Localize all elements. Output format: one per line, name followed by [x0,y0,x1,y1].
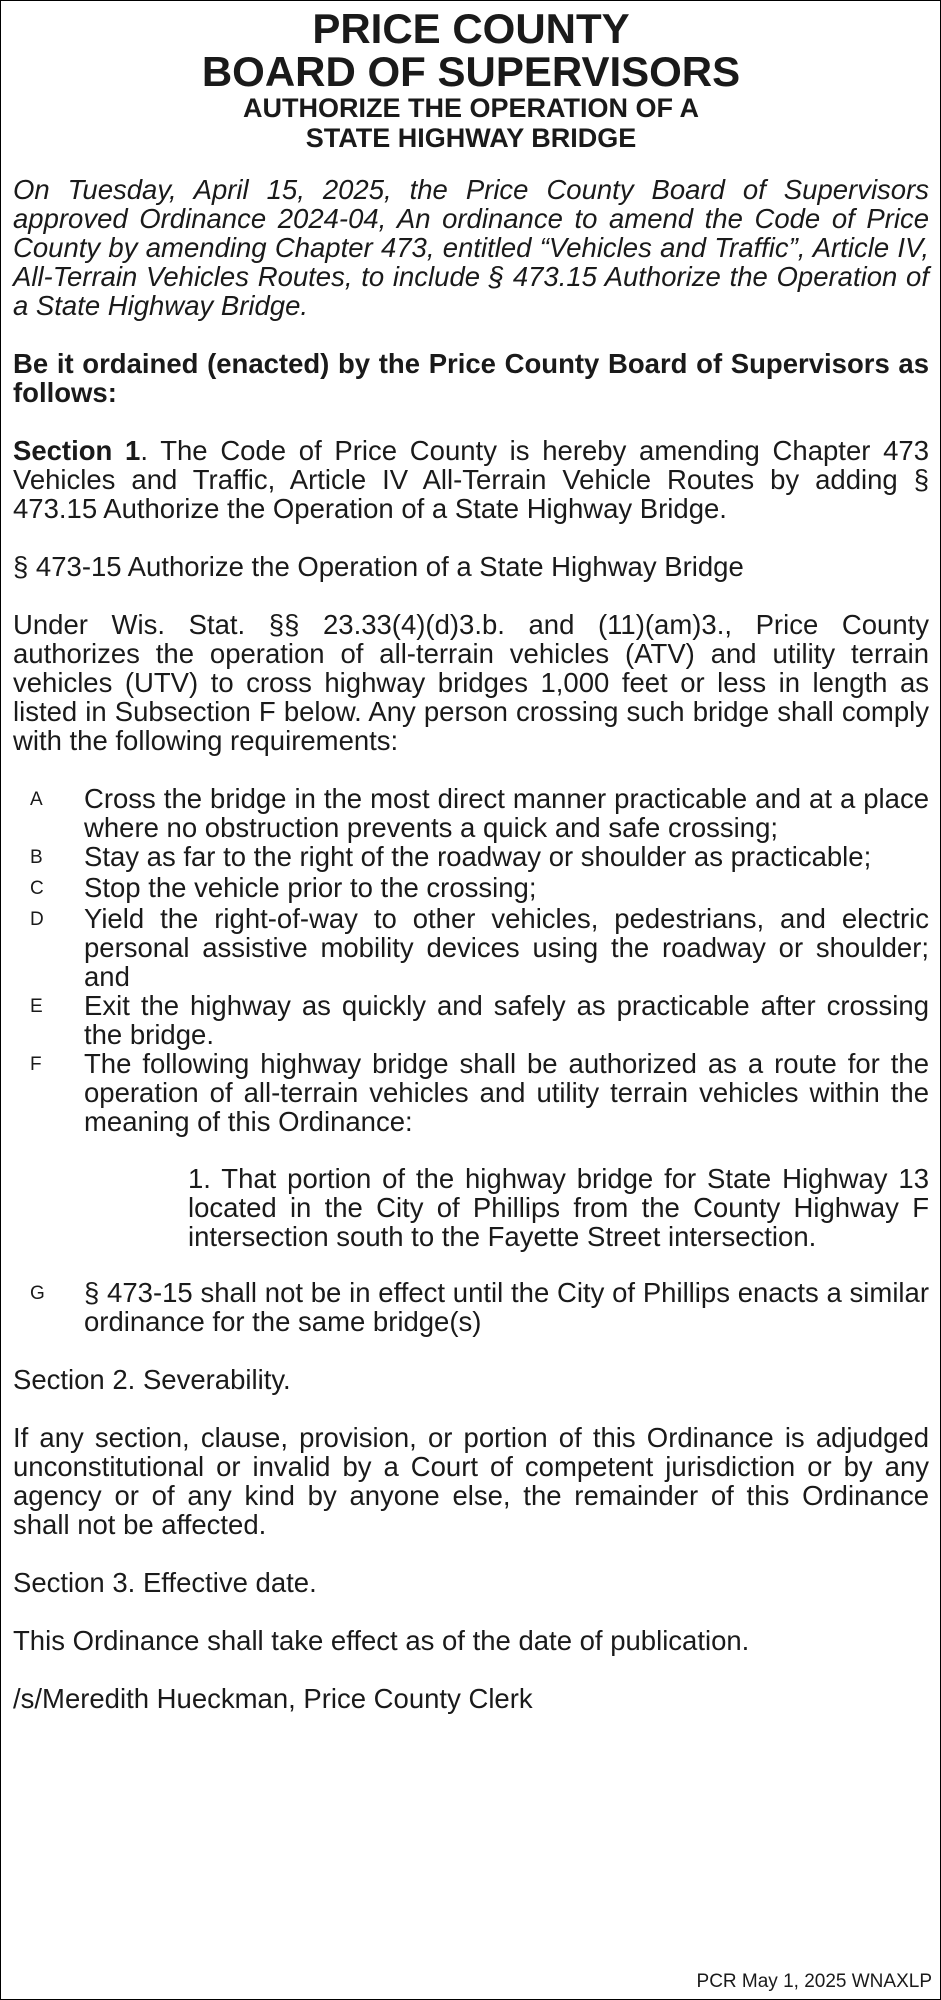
section-2-title: Section 2. Severability. [13,1364,291,1395]
section-1-text: . The Code of Price County is hereby amending Chapter 473 Vehicles and Traffic, Article IV All-Terrain Vehicle Routes by adding § 473.15 Authorize the Operation of a State Highway Bridge. [13,435,929,524]
notice-content [13,7,929,1713]
list-item [13,842,929,873]
list-text: Yield the right-of-way to other vehicles, pedestrians, and electric personal assistive mobility devices using the roadway or shoulder; and [84,903,929,992]
statute-paragraph: Under Wis. Stat. §§ 23.33(4)(d)3.b. and (11)(am)3., Price County authorizes the operation of all-terrain vehicles (ATV) and utility terrain vehicles (UTV) to cross highway bridges 1,000 feet or less in length as listed in Subsection F below. Any person crossing such bridge shall comply with the following requirements: [13,609,929,756]
list-marker: D [30,909,44,930]
list-text: § 473-15 shall not be in effect until the City of Phillips enacts a similar ordinance for the same bridge(s) [84,1277,929,1337]
list-marker: A [30,789,43,810]
subtitle-line-2: STATE HIGHWAY BRIDGE [305,123,637,153]
section-3-text: This Ordinance shall take effect as of the date of publication. [13,1625,750,1656]
section-2-text: If any section, clause, provision, or portion of this Ordinance is adjudged unconstitutional or invalid by a Court of competent jurisdiction or by any agency or of any kind by anyone else, the remainder of this Ordinance shall not be affected. [13,1422,929,1540]
list-item [13,1278,929,1336]
subtitle-line-1: AUTHORIZE THE OPERATION OF A [243,93,699,123]
section-heading: § 473-15 Authorize the Operation of a State Highway Bridge [13,551,744,582]
title-line-2: BOARD OF SUPERVISORS [201,48,741,95]
section-3-title: Section 3. Effective date. [13,1567,317,1598]
intro-paragraph: On Tuesday, April 15, 2025, the Price County Board of Supervisors approved Ordinance 2024-04, An ordinance to amend the Code of Price County by amending Chapter 473, entitled “Vehicles and Traffic”, Article IV, All-Terrain Vehicles Routes, to include § 473.15 Authorize the Operation of a State Highway Bridge. [13,174,929,321]
signature: /s/Meredith Hueckman, Price County Clerk [13,1683,533,1714]
publication-footer: PCR May 1, 2025 WNAXLP [696,1971,932,1992]
list-item [13,784,929,842]
list-item [13,1049,929,1136]
requirements-list [13,784,929,1336]
section-1-label: Section 1 [13,435,141,466]
list-text: Exit the highway as quickly and safely as practicable after crossing the bridge. [84,990,929,1050]
title-line-1: PRICE COUNTY [312,5,630,52]
ordained-paragraph: Be it ordained (enacted) by the Price County Board of Supervisors as follows: [13,348,929,408]
route-item: 1. That portion of the highway bridge for State Highway 13 located in the City of Phillips from the County Highway F intersection south to the Fayette Street intersection. [188,1162,929,1252]
list-text: Stay as far to the right of the roadway or shoulder as practicable; [84,841,872,872]
list-item [13,904,929,991]
list-text: The following highway bridge shall be authorized as a route for the operation of all-terrain vehicles and utility terrain vehicles within the meaning of this Ordinance: [84,1048,929,1137]
list-marker: F [30,1054,42,1075]
list-text: Stop the vehicle prior to the crossing; [84,872,537,903]
list-marker: E [30,996,43,1017]
list-item [13,873,929,904]
section-1-paragraph [13,436,929,523]
list-item [13,991,929,1049]
list-text: Cross the bridge in the most direct manner practicable and at a place where no obstruction prevents a quick and safe crossing; [84,783,929,843]
list-marker: C [30,878,44,899]
list-marker: B [30,847,43,868]
list-marker: G [30,1283,45,1304]
